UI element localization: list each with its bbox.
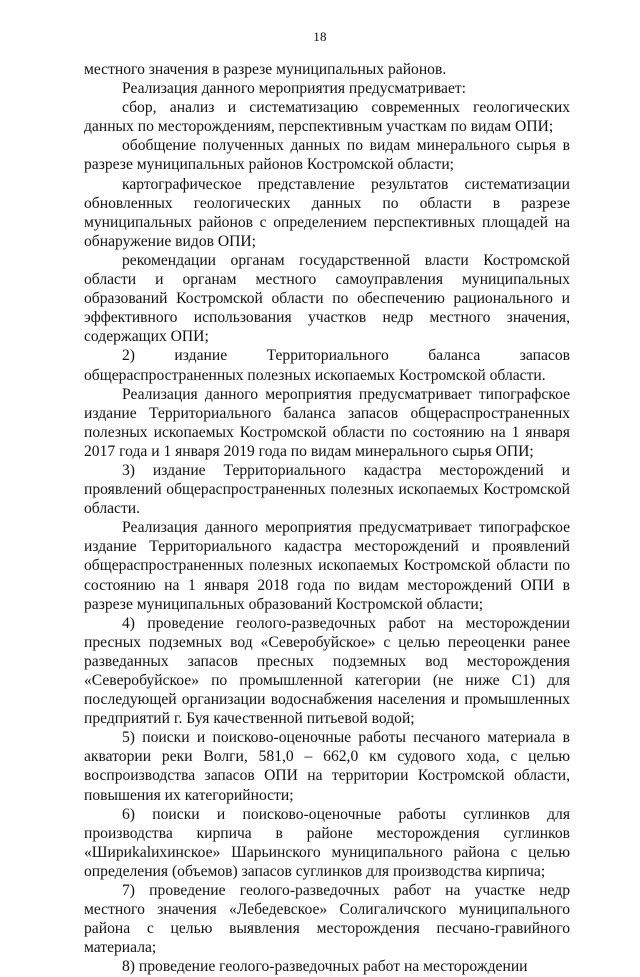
paragraph-7: 2) издание Территориального баланса запасов общераспространенных полезных ископаемых Костромской области. [84, 347, 570, 384]
paragraph-8: Реализация данного мероприятия предусматривает типографское издание Территориального баланса запасов общераспространенных полезных ископаемых Костромской области по состоянию на 1 января 2017 года и 1 января 2019 года по видам минерального сырья ОПИ; [84, 385, 570, 460]
paragraph-4: обобщение полученных данных по видам минерального сырья в разрезе муниципальных районов Костромской области; [84, 137, 570, 174]
paragraph-3: сбор, анализ и систематизацию современных геологических данных по месторождениям, перспективным участкам по видам ОПИ; [84, 99, 570, 136]
paragraph-1: местного значения в разрезе муниципальных районов. [84, 61, 447, 78]
paragraph-14: 7) проведение геолого-разведочных работ на участке недр местного значения «Лебедевское» Солигаличского муниципального района с целью выявления месторождения песчано-гравийного материала; [84, 882, 570, 957]
paragraph-12: 5) поиски и поисково-оценочные работы песчаного материала в акватории реки Волги, 581,0 – 662,0 км судового хода, с целью воспроизводства запасов ОПИ на территории Костромской области, повышения их категорийности; [84, 729, 570, 804]
paragraph-11: 4) проведение геолого-разведочных работ на месторождении пресных подземных вод «Северобуйское» с целью переоценки ранее разведанных запасов пресных подземных вод месторождения «Северобуйское» по промышленной категории (не ниже С1) для последующей организации водоснабжения населения и промышленных предприятий г. Буя качественной питьевой водой; [84, 614, 570, 728]
page-number: 18 [313, 29, 327, 44]
paragraph-6: рекомендации органам государственной власти Костромской области и органам местного самоуправления муниципальных образований Костромской области по обеспечению рационального и эффективного использования участков недр местного значения, содержащих ОПИ; [84, 251, 570, 346]
paragraph-15: 8) проведение геолого-разведочных работ на месторождении [122, 958, 528, 976]
paragraph-13: 6) поиски и поисково-оценочные работы суглинков для производства кирпича в районе месторождения суглинков «Шириkalихинское» Шарьинского муниципального района с целью определения (объемов) запасов суглинков для производства кирпича; [84, 805, 570, 880]
paragraph-9: 3) издание Территориального кадастра месторождений и проявлений общераспространенных полезных ископаемых Костромской области. [84, 461, 570, 518]
paragraph-10: Реализация данного мероприятия предусматривает типографское издание Территориального кадастра месторождений и проявлений общераспространенных полезных ископаемых Костромской области по состоянию на 1 января 2018 года по видам месторождений ОПИ в разрезе муниципальных образований Костромской области; [84, 519, 570, 613]
document-body [84, 60, 570, 977]
paragraph-2: Реализация данного мероприятия предусматривает: [122, 80, 467, 98]
paragraph-5: картографическое представление результатов систематизации обновленных геологических данных по области в разрезе муниципальных районов с определением перспективных площадей на обнаружение видов ОПИ; [84, 175, 570, 250]
